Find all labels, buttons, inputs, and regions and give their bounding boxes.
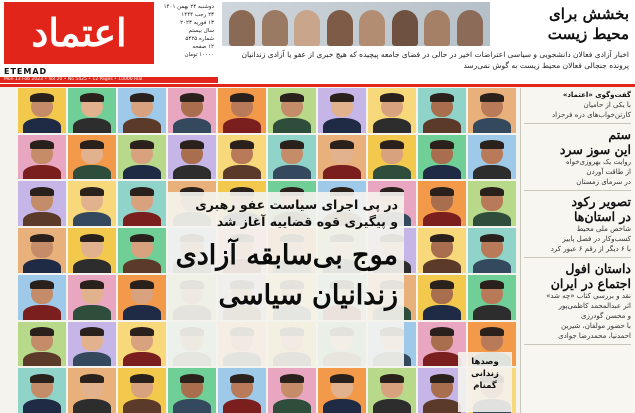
lead-headline: موج بی‌سابقه آزادی [175,240,398,271]
portrait-body [73,259,111,273]
brief-text-line: با ۶ دیگر از رقم ۶ عبور کرد [550,245,631,253]
portrait-photo [168,368,216,413]
news-brief[interactable] [524,194,631,258]
portrait-hair [430,234,455,243]
portrait-body [123,118,161,132]
portrait-photo [268,88,316,133]
portrait-hair [30,327,55,336]
brief-text-line: شاخص ملی محیط [576,225,631,233]
portrait-body [423,399,461,413]
newspaper-logo [4,2,154,64]
issue-info [158,3,214,59]
issue-line: سال بیستم [188,28,214,34]
portrait-photo [168,88,216,133]
portrait-hair [30,234,55,243]
portrait-hair [330,140,355,149]
masthead [0,0,218,84]
portrait-body [23,212,61,226]
issue-line: شماره ۵۴۲۵ [185,36,214,42]
portrait-body [23,352,61,366]
portrait-body [23,305,61,319]
side-caption [458,352,512,412]
portrait-photo [268,368,316,413]
portrait-body [423,165,461,179]
portrait-body [123,259,161,273]
lead-headline: زندانیان سیاسی [218,280,398,311]
news-brief[interactable] [524,127,631,191]
brief-headline: تصویر رکود [571,194,631,209]
portrait-photo [68,275,116,320]
portrait-hair [30,187,55,196]
right-column [520,88,635,413]
portrait-body [223,399,261,413]
brief-text-line: از طاقت آوردن [586,168,631,176]
portrait-hair [430,93,455,102]
brand-latin: ETEMAD [4,67,48,76]
portrait-photo [18,228,66,273]
portrait-body [73,165,111,179]
portrait-hair [480,187,505,196]
top-headline-line: بخشش برای [549,5,629,23]
portrait-hair [180,374,205,383]
portrait-body [473,165,511,179]
section-divider [0,84,635,87]
brief-text-line: در سرمای زمستان [576,178,631,186]
portrait-body [473,259,511,273]
portrait-photo [318,368,366,413]
issue-line: ۲۳ رجب ۱۴۴۴ [181,12,214,18]
portrait-body [323,399,361,413]
news-brief[interactable] [524,261,631,345]
issue-line: دوشنبه ۲۴ بهمن ۱۴۰۱ [163,4,214,10]
portrait-photo [118,322,166,367]
portrait-photo [468,88,516,133]
portrait-hair [180,93,205,102]
portrait-hair [430,187,455,196]
portrait-hair [80,140,105,149]
side-caption-line: گمنام [473,381,497,391]
portrait-photo [468,228,516,273]
person-photo [457,10,483,46]
brief-text-line: کسب‌وکار در فصل پاییز [562,235,631,243]
portrait-body [173,118,211,132]
portrait-hair [230,374,255,383]
portrait-body [423,305,461,319]
portrait-photo [118,181,166,226]
top-story [218,0,635,84]
portrait-hair [80,327,105,336]
portrait-photo [18,181,66,226]
top-text-line: اخبار آزادی فعالان دانشجویی و سیاسی اعتراضات اخیر در حالی در فضای جامعه پیچیده که هیچ خبری از عفو یا آزادی زندانیان [241,50,629,59]
top-text-line: پرونده جنجالی فعالان محیط زیست به گوش نمی‌رسد [463,61,629,70]
portrait-hair [230,140,255,149]
portrait-hair [130,327,155,336]
portrait-photo [118,135,166,180]
portrait-hair [480,93,505,102]
portrait-body [23,165,61,179]
portrait-photo [218,135,266,180]
portrait-photo [18,322,66,367]
portrait-hair [130,187,155,196]
portrait-hair [130,280,155,289]
portrait-body [473,118,511,132]
portrait-body [73,399,111,413]
portrait-body [273,118,311,132]
person-photo [229,10,255,46]
person-photo [424,10,450,46]
portrait-photo [18,88,66,133]
portrait-photo [468,135,516,180]
top-story-text [226,49,629,71]
portrait-body [123,305,161,319]
person-photo [327,10,353,46]
portrait-hair [130,374,155,383]
portrait-photo [118,275,166,320]
portrait-body [173,165,211,179]
portrait-body [323,118,361,132]
portrait-hair [180,140,205,149]
portrait-photo [218,88,266,133]
portrait-body [123,212,161,226]
portrait-photo [168,135,216,180]
portrait-hair [80,374,105,383]
portrait-hair [30,280,55,289]
brief-headline: ستم [608,127,631,142]
portrait-photo [418,88,466,133]
portrait-photo [418,228,466,273]
portrait-body [373,399,411,413]
portrait-body [373,165,411,179]
portrait-body [373,118,411,132]
portrait-body [73,305,111,319]
top-story-headline[interactable] [494,4,629,44]
top-story-photo [222,2,490,46]
portrait-photo [318,135,366,180]
portrait-body [423,352,461,366]
portrait-photo [18,275,66,320]
portrait-hair [330,374,355,383]
brief-headline: در استان‌ها [573,209,631,224]
brief-text-line: کارتن‌خواب‌های دره فرحزاد [552,111,631,119]
brief-headline: اجتماع در ایران [550,276,631,291]
portrait-hair [30,374,55,383]
brief-headline: داستان افول [565,261,631,276]
brief-text-line: با حضور مولفان، شیرین [561,322,631,330]
portrait-hair [480,327,505,336]
portrait-hair [130,140,155,149]
portrait-photo [68,88,116,133]
portrait-photo [118,228,166,273]
portrait-photo [418,275,466,320]
portrait-hair [80,93,105,102]
portrait-photo [68,368,116,413]
portrait-body [273,399,311,413]
portrait-hair [430,140,455,149]
portrait-body [23,118,61,132]
portrait-body [23,259,61,273]
portrait-photo [218,368,266,413]
portrait-photo [318,88,366,133]
portrait-photo [468,181,516,226]
portrait-hair [380,374,405,383]
portrait-photo [68,322,116,367]
lead-kicker: و پیگیری قوه قضاییه آغاز شد [216,214,398,229]
portrait-photo [18,135,66,180]
portrait-hair [280,93,305,102]
portrait-hair [280,140,305,149]
issue-bar [0,77,218,83]
portrait-body [73,118,111,132]
portrait-body [223,118,261,132]
portrait-body [273,165,311,179]
side-caption-line: زندانی [471,369,499,379]
portrait-body [423,259,461,273]
portrait-body [423,212,461,226]
portrait-body [73,352,111,366]
portrait-photo [368,368,416,413]
portrait-photo [418,135,466,180]
brief-text-line: و محسن گودرزی [581,312,631,320]
portrait-hair [130,234,155,243]
top-headline-line: محیط زیست [547,25,629,43]
portrait-hair [230,93,255,102]
portrait-hair [430,327,455,336]
portrait-photo [368,88,416,133]
portrait-body [323,165,361,179]
portrait-hair [430,280,455,289]
person-photo [392,10,418,46]
person-photo [262,10,288,46]
portrait-photo [18,368,66,413]
portrait-body [423,118,461,132]
issue-line: ۱۲ صفحه [192,44,214,50]
portrait-photo [68,135,116,180]
portrait-hair [380,140,405,149]
brief-text-line: احمدنیا، محمدرضا جوادی [558,332,631,340]
portrait-photo [118,368,166,413]
portrait-hair [80,280,105,289]
person-photo [359,10,385,46]
lead-story[interactable] [168,192,404,368]
issue-line: ۱۰۰۰۰ تومان [184,52,214,58]
portrait-photo [68,181,116,226]
brief-text-line: روایت یک بهروزی‌خواه [565,158,631,166]
portrait-body [473,212,511,226]
logo-text: اعتماد [31,10,127,55]
portrait-hair [30,140,55,149]
side-caption-line: وصدها [471,357,499,367]
lead-kicker: در پی اجرای سیاست عفو رهبری [195,197,398,212]
portrait-hair [130,93,155,102]
portrait-photo [418,181,466,226]
brief-kicker: گفت‌وگوی «اعتماد» [562,91,631,99]
brief-text-line: با یکی از حامیان [583,101,631,109]
portrait-hair [480,234,505,243]
brief-headline: این سوز سرد [559,142,631,157]
portrait-photo [368,135,416,180]
portrait-hair [430,374,455,383]
portrait-body [123,352,161,366]
person-photo [294,10,320,46]
portrait-body [173,399,211,413]
portrait-hair [280,374,305,383]
portrait-photo [68,228,116,273]
brief-text-line: نقد و بررسی کتاب «چه شد» [546,292,631,300]
portrait-photo [268,135,316,180]
portrait-hair [30,93,55,102]
portrait-hair [380,93,405,102]
portrait-photo [118,88,166,133]
brief-text-line: اثر عبدالمحمد کاظمی‌پور [558,302,631,310]
portrait-photo [468,275,516,320]
portrait-hair [480,280,505,289]
issue-bar-text: Mon 13 Feb 2023 • Vol 20 • No 5425 • 12 Pages • 10000 Rial [4,77,143,82]
portrait-hair [330,93,355,102]
portrait-body [223,165,261,179]
issue-line: ۱۳ فوریه ۲۰۲۳ [180,20,214,26]
portrait-body [23,399,61,413]
portrait-body [473,305,511,319]
portrait-body [123,165,161,179]
portrait-hair [80,234,105,243]
portrait-hair [80,187,105,196]
portrait-hair [480,140,505,149]
portrait-body [73,212,111,226]
news-brief[interactable] [524,90,631,124]
portrait-body [123,399,161,413]
